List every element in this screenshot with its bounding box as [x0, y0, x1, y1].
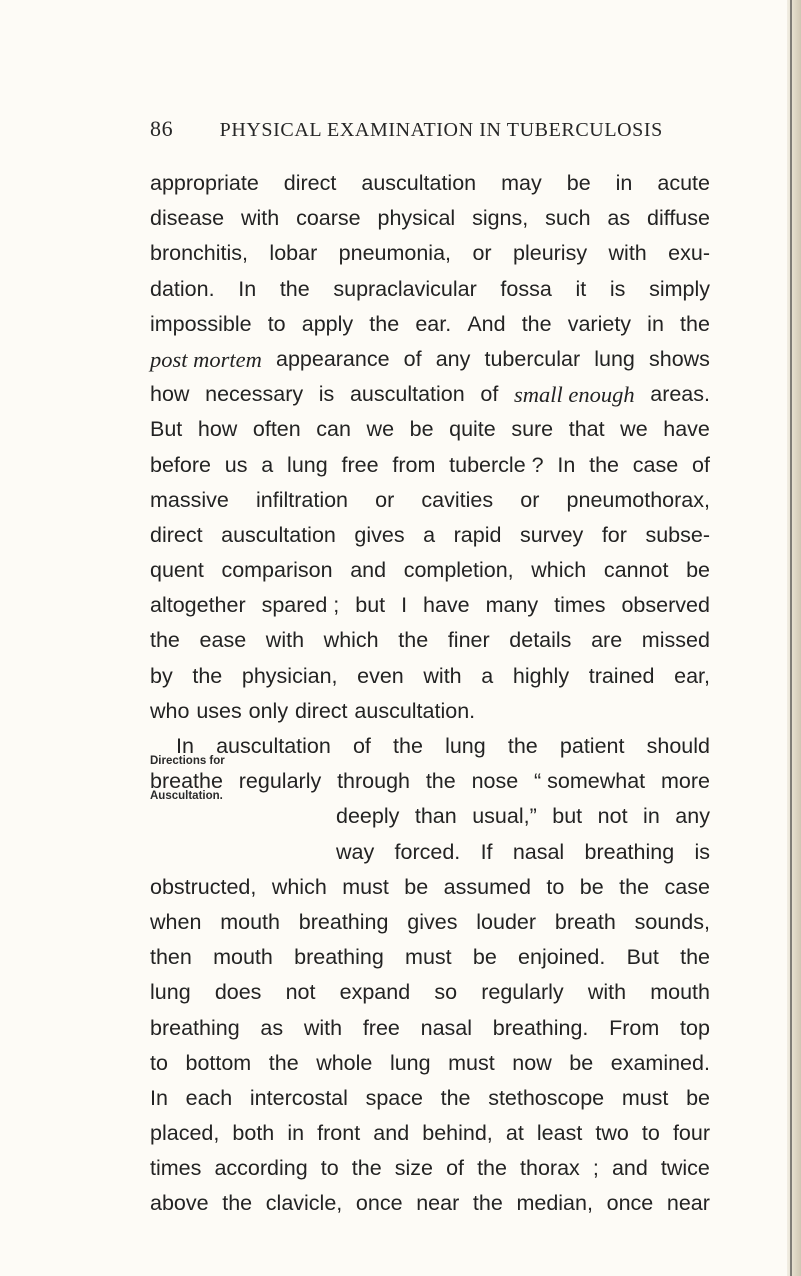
word: acute	[657, 171, 710, 195]
word: to	[641, 1121, 660, 1146]
word: is	[318, 382, 335, 407]
word: placed,	[150, 1121, 220, 1146]
word: near	[666, 1191, 710, 1216]
word: disease	[150, 206, 225, 231]
page-number: 86	[150, 116, 174, 141]
word: appearance	[275, 346, 390, 371]
text-line	[150, 1151, 710, 1186]
word: infiltration	[256, 487, 349, 512]
word: to	[267, 311, 286, 336]
word: auscultation	[361, 171, 477, 195]
word: louder	[476, 909, 537, 934]
word: highly	[512, 663, 570, 688]
word: areas.	[650, 382, 710, 407]
word: massive	[150, 487, 229, 512]
word: the	[619, 874, 650, 899]
word: of	[480, 382, 499, 407]
word: mouth	[213, 945, 273, 970]
word: details	[509, 628, 572, 653]
word: the	[351, 1156, 382, 1181]
text-line	[150, 1186, 710, 1221]
word: supraclavicular	[333, 276, 477, 301]
word: be	[409, 417, 434, 442]
word: case	[632, 452, 679, 477]
word: near	[416, 1191, 460, 1216]
word: the	[521, 311, 552, 336]
word: any	[435, 346, 471, 371]
word: ear,	[674, 663, 710, 688]
text-line	[150, 483, 710, 518]
word: survey	[519, 522, 584, 547]
text-line	[150, 166, 710, 201]
word: impossible	[150, 311, 252, 336]
word: missed	[641, 628, 710, 653]
word: enjoined.	[518, 945, 606, 970]
word: how	[150, 382, 190, 407]
word: sounds,	[634, 909, 710, 934]
word: may	[501, 171, 542, 195]
word: four	[672, 1121, 710, 1146]
word: trained	[588, 663, 655, 688]
word: whole	[316, 1050, 373, 1075]
word: two	[595, 1121, 629, 1146]
word: ease	[199, 628, 247, 653]
text-line	[150, 272, 710, 307]
word: free	[362, 1015, 400, 1040]
word: free	[341, 452, 379, 477]
word: regularly	[481, 980, 564, 1005]
word: a	[423, 522, 436, 547]
word: ear.	[415, 311, 452, 336]
word: must	[405, 945, 452, 970]
word: which	[271, 874, 327, 899]
word: through	[337, 769, 410, 794]
word: breathing	[298, 909, 389, 934]
word: which	[323, 628, 379, 653]
word: so	[434, 980, 458, 1005]
word: times	[554, 593, 606, 618]
word: even	[357, 663, 404, 688]
word: In	[238, 276, 257, 301]
word: the	[477, 1156, 507, 1181]
text-line	[150, 1116, 710, 1151]
word: nasal	[512, 839, 565, 864]
word: bottom	[185, 1050, 252, 1075]
word: or	[520, 487, 540, 512]
word: But	[150, 417, 183, 442]
word: intercostal	[249, 1085, 348, 1110]
word: with	[240, 206, 280, 231]
word: with	[587, 980, 627, 1005]
word: the	[192, 663, 223, 688]
word: at	[505, 1121, 524, 1146]
word: how	[197, 417, 238, 442]
word: From	[609, 1015, 660, 1040]
word: quent	[150, 558, 204, 583]
text-line	[150, 764, 710, 799]
word: should	[646, 734, 710, 758]
word: the	[369, 311, 400, 336]
word: breath	[554, 909, 616, 934]
text-line	[150, 412, 710, 447]
word: the	[393, 734, 423, 758]
word: variety	[567, 311, 632, 336]
word: be	[686, 1085, 710, 1110]
word: as	[607, 206, 631, 231]
word: a	[261, 452, 274, 477]
word: in	[647, 311, 664, 336]
word: often	[252, 417, 301, 442]
word: who	[150, 698, 190, 723]
word: the	[268, 1050, 299, 1075]
word: but	[355, 593, 386, 618]
word: size	[394, 1156, 433, 1181]
word: not	[285, 980, 316, 1005]
word: spared ;	[261, 593, 340, 618]
word: uses	[196, 698, 242, 723]
word: rapid	[453, 522, 502, 547]
text-line	[150, 377, 710, 412]
word: observed	[621, 593, 710, 618]
word: of	[403, 346, 422, 371]
word: above	[150, 1191, 209, 1216]
word: and	[350, 558, 387, 583]
text-line	[150, 729, 710, 764]
word: does	[214, 980, 262, 1005]
word: I	[401, 593, 408, 618]
word: be	[404, 874, 429, 899]
word: forced.	[394, 839, 461, 864]
word: auscultation	[221, 522, 336, 547]
word: expand	[339, 980, 411, 1005]
word: of	[446, 1156, 464, 1181]
text-line	[150, 905, 710, 940]
word: must	[621, 1085, 669, 1110]
word: breathing	[150, 1015, 240, 1040]
word: signs,	[472, 206, 529, 231]
word: with	[423, 663, 462, 688]
word: usual,”	[472, 804, 537, 829]
word: times	[150, 1156, 202, 1181]
word: both	[232, 1121, 275, 1146]
word: any	[675, 804, 710, 829]
word: median,	[516, 1191, 593, 1216]
word: obstructed,	[150, 874, 257, 899]
text-line	[150, 201, 710, 236]
word: which	[531, 558, 587, 583]
word: then	[150, 945, 192, 970]
word: the	[472, 1191, 503, 1216]
word: when	[150, 909, 202, 934]
word: simply	[649, 276, 710, 301]
word: each	[185, 1085, 233, 1110]
word: exu-	[668, 241, 710, 266]
text-line	[150, 1011, 710, 1046]
text-line	[150, 518, 710, 553]
word: to	[150, 1050, 168, 1075]
word: must	[342, 874, 389, 899]
word: the	[425, 769, 456, 794]
word: lung	[150, 980, 191, 1005]
word: breathing.	[492, 1015, 589, 1040]
word: In	[150, 1085, 168, 1110]
word: physician,	[241, 663, 338, 688]
word: is	[609, 276, 626, 301]
word: from	[392, 452, 436, 477]
word: we	[620, 417, 648, 442]
word: but	[552, 804, 583, 829]
word: lobar	[269, 241, 318, 266]
running-head	[150, 116, 710, 146]
word: lung	[445, 734, 486, 758]
word: to	[320, 1156, 339, 1181]
word: the	[222, 1191, 253, 1216]
word: space	[365, 1085, 423, 1110]
word: stethoscope	[488, 1085, 605, 1110]
text-line	[150, 870, 710, 905]
word: that	[568, 417, 605, 442]
word: lung	[287, 452, 328, 477]
word: breathing	[294, 945, 384, 970]
word: or	[375, 487, 395, 512]
text-line	[150, 553, 710, 588]
word: front	[317, 1121, 361, 1146]
word: least	[536, 1121, 583, 1146]
word: cavities	[421, 487, 494, 512]
word: physical	[377, 206, 456, 231]
word: patient	[559, 734, 625, 758]
word: pneumonia,	[338, 241, 452, 266]
text-line	[150, 1046, 710, 1081]
word: before	[150, 452, 211, 477]
word: the	[279, 276, 310, 301]
text-line	[150, 1081, 710, 1116]
margin-note-line-2: Auscultation.	[150, 790, 223, 802]
text-line	[150, 448, 710, 483]
text-line	[150, 307, 710, 342]
word: comparison	[221, 558, 333, 583]
word: finer	[447, 628, 490, 653]
word: as	[260, 1015, 284, 1040]
word: In	[557, 452, 576, 477]
word: by	[150, 663, 173, 688]
word: assumed	[443, 874, 531, 899]
word: we	[366, 417, 395, 442]
word: tubercular	[484, 346, 581, 371]
word: shows	[648, 346, 710, 371]
text-line	[150, 236, 710, 271]
word: examined.	[610, 1050, 710, 1075]
word: sure	[511, 417, 554, 442]
text-line	[150, 588, 710, 623]
word: us	[224, 452, 248, 477]
text-line	[336, 835, 710, 870]
word: gives	[407, 909, 458, 934]
word: In	[176, 734, 194, 758]
text-line	[150, 975, 710, 1010]
word: fossa	[500, 276, 552, 301]
word: And	[467, 311, 506, 336]
word: once	[606, 1191, 654, 1216]
word: and	[373, 1121, 410, 1146]
word: thorax	[520, 1156, 580, 1181]
word: But	[626, 945, 659, 970]
word: deeply	[336, 804, 400, 829]
word: many	[485, 593, 539, 618]
word: behind,	[422, 1121, 493, 1146]
word: are	[591, 628, 623, 653]
word: and	[611, 1156, 648, 1181]
page-edge-line	[790, 0, 792, 1276]
word: have	[423, 593, 470, 618]
word: the	[150, 628, 180, 653]
word: such	[545, 206, 591, 231]
margin-note-line-1: Directions for	[150, 755, 225, 767]
word: breathing	[584, 839, 675, 864]
word: the	[680, 945, 710, 970]
word: bronchitis,	[150, 241, 248, 266]
word: can	[316, 417, 351, 442]
word: direct	[150, 522, 203, 547]
word: altogether	[150, 593, 246, 618]
word: of	[692, 452, 710, 477]
word: in	[643, 804, 660, 829]
word: clavicle,	[265, 1191, 343, 1216]
word: not	[597, 804, 628, 829]
word: diffuse	[647, 206, 710, 231]
word: only	[248, 698, 289, 723]
word: pneumothorax,	[566, 487, 710, 512]
word: lung	[594, 346, 635, 371]
word: of	[352, 734, 371, 758]
word: be	[579, 874, 604, 899]
word: mouth	[220, 909, 280, 934]
word: direct	[294, 698, 348, 723]
word: with	[303, 1015, 343, 1040]
word: nose	[471, 769, 519, 794]
word: necessary	[205, 382, 304, 407]
word: quite	[449, 417, 496, 442]
word: “ somewhat	[534, 769, 646, 794]
word: case	[664, 874, 710, 899]
word: the	[440, 1085, 471, 1110]
word: is	[694, 839, 710, 864]
word: be	[686, 558, 710, 583]
word: in	[287, 1121, 305, 1146]
word: in	[615, 171, 633, 195]
text-line	[150, 659, 710, 694]
word: the	[680, 311, 710, 336]
word: gives	[354, 522, 405, 547]
word: way	[336, 839, 375, 864]
word: with	[608, 241, 647, 266]
word: tubercle ?	[449, 452, 544, 477]
word: be	[566, 171, 591, 195]
word: auscultation	[216, 734, 331, 758]
word: be	[472, 945, 497, 970]
word: or	[472, 241, 492, 266]
word: auscultation.	[354, 698, 476, 723]
word: nasal	[420, 1015, 473, 1040]
word: ;	[592, 1156, 599, 1181]
word: than	[414, 804, 457, 829]
text-line	[150, 342, 710, 377]
italic-word: post mortem	[150, 346, 262, 372]
word: according	[214, 1156, 308, 1181]
italic-word: small enough	[513, 382, 635, 408]
word: it	[575, 276, 587, 301]
word: appropriate	[150, 171, 259, 195]
word: with	[265, 628, 305, 653]
word: to	[546, 874, 565, 899]
word: have	[663, 417, 710, 442]
word: breathe	[150, 769, 223, 794]
word: must	[448, 1050, 495, 1075]
word: cannot	[603, 558, 669, 583]
word: subse-	[645, 522, 710, 547]
word: If	[480, 839, 493, 864]
word: direct	[283, 171, 337, 195]
word: apply	[301, 311, 354, 336]
word: completion,	[403, 558, 514, 583]
word: twice	[660, 1156, 710, 1181]
text-line	[150, 694, 710, 729]
word: pleurisy	[513, 241, 588, 266]
word: the	[398, 628, 429, 653]
word: regularly	[238, 769, 322, 794]
text-line	[150, 940, 710, 975]
word: top	[680, 1015, 710, 1040]
word: coarse	[296, 206, 361, 231]
word: auscultation	[349, 382, 465, 407]
word: a	[481, 663, 494, 688]
word: once	[355, 1191, 403, 1216]
word: be	[569, 1050, 594, 1075]
body-text	[150, 166, 710, 1222]
word: mouth	[650, 980, 710, 1005]
text-line	[336, 799, 710, 834]
word: lung	[389, 1050, 431, 1075]
running-title: PHYSICAL EXAMINATION IN TUBERCULOSIS	[219, 119, 663, 141]
word: dation.	[150, 276, 215, 301]
text-line	[150, 623, 710, 658]
word: more	[661, 769, 710, 794]
word: for	[601, 522, 627, 547]
word: now	[512, 1050, 552, 1075]
word: the	[589, 452, 619, 477]
word: the	[507, 734, 538, 758]
